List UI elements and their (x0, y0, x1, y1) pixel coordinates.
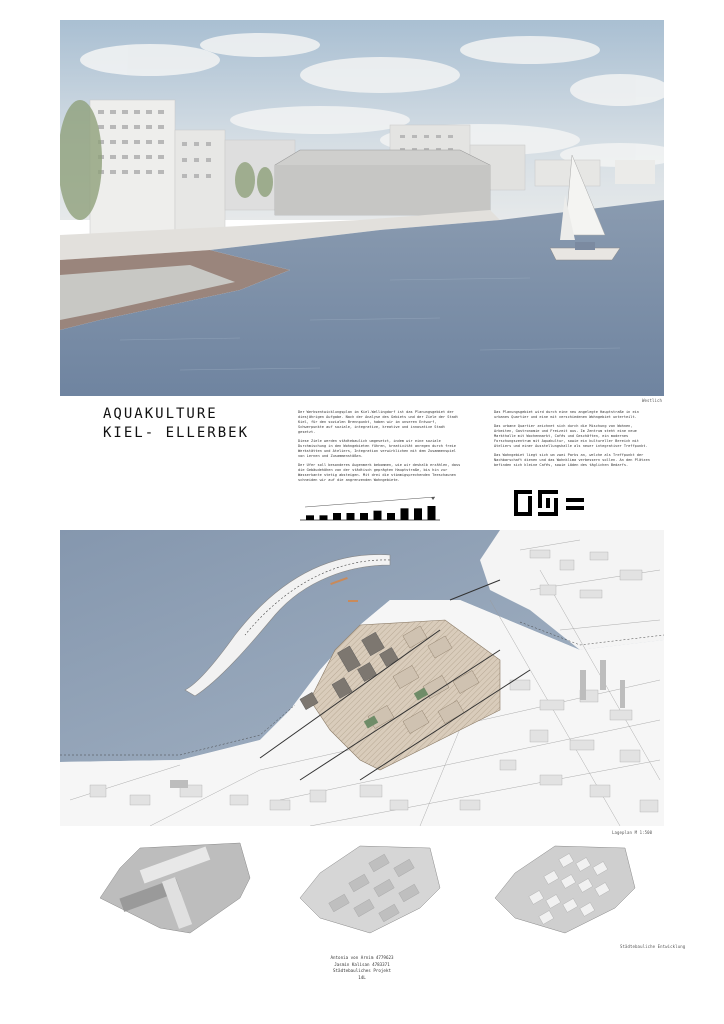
height-bar (428, 506, 436, 520)
title-line-2: KIEL- ELLERBEK (103, 425, 250, 441)
site-plan-map (60, 530, 664, 826)
height-bar (414, 508, 422, 520)
height-bar (306, 515, 314, 520)
concept-pictogram (512, 488, 602, 518)
credit-line: Städtebauliches Projekt (333, 968, 391, 973)
hero-caption: Westlich (642, 398, 663, 403)
site-plan-caption: Lageplan M 1:500 (612, 830, 653, 835)
height-bar (347, 513, 355, 520)
trend-arrow (431, 497, 435, 500)
height-trend-line (305, 497, 435, 507)
credit-line: Jasmin Kalisan 4783371 (334, 961, 390, 967)
height-bars (300, 495, 440, 521)
diagram-series (100, 838, 660, 938)
height-bar (401, 508, 409, 520)
paragraph: Das Wohngebiet liegt sich um zwei Parks an, welche als Treffpunkt der Nachbarschaft dienen und das Wohnklima verbessern sollen. An den Plätzen befinden sich kleine Cafés, sowie Läden des täglichen Bedarfs. (494, 453, 650, 467)
development-diagrams (100, 838, 660, 938)
page-title (103, 405, 283, 443)
hero-rendering (60, 20, 664, 396)
credits (312, 955, 412, 981)
height-bar (360, 513, 368, 520)
paragraph: Der Ufer soll besonderes Augenmerk bekommen, wie wir deshalb erzählen, dass die Gebäudehöhen von der städtisch geprägten Hauptstraße, bis hin zur Wasserkante stetig absteigen. Mit drei die stimmigsprechenden Teeschaunen schneiden wir auf die angrenzenden Wohngebiete. (298, 463, 461, 482)
diagram-1 (100, 843, 250, 933)
paragraph: Das urbane Quartier zeichnet sich durch die Mischung von Wohnen, Arbeiten, Gastronomie und Freizeit aus. Im Zentrum steht eine neue Markthalle mit Wochenmarkt, Cafés und Geschäften, ein modernes Forschungszentrum mit Aquakultur, sowie ein kultureller Bereich mit Ateliers und einer Ausstellungshalle als neuer integrativer Treffpunkt. (494, 424, 648, 448)
diagram-2 (300, 846, 440, 933)
diagram-3 (495, 846, 635, 933)
credit-line: 14L (358, 974, 366, 980)
title-line-1: AQUAKULTURE (103, 406, 218, 422)
paragraph: Das Planungsgebiet wird durch eine neu angelegte Hauptstraße in ein urbanes Quartier und eine mit verschiedenen Wohngebiet unterteilt. (494, 410, 639, 419)
text-column-right (494, 410, 654, 472)
waterfront-rendering (60, 20, 664, 396)
paragraph: Der Werksentwicklungsplan im Kiel-Wellingdorf ist das Planungsgebiet der diesjährigen Aufgabe. Nach der Analyse des Gebiets und der Ziele der Stadt Kiel, für den sozialen Brennpunkt, haben wir im unseren Entwurf, Schwerpunkte auf soziale, integrative, kreative und innovative Stadt gesetzt. (298, 410, 459, 434)
diagrams-caption: Städtebauliche Entwicklung (620, 944, 686, 949)
paragraph: Diese Ziele werden städtebaulich umgesetzt, indem wir eine soziale Durchmischung in den Wohngebieten führen, kreativität anregen durch freie Werkstätten und Ateliers, Integration verwirklichen mit dem Zusammenspiel von Lernen und Zusammenstößen. (298, 439, 456, 458)
height-diagram (300, 495, 440, 521)
site-plan (60, 530, 664, 826)
pictogram-graphic (512, 488, 602, 518)
height-bar (374, 511, 382, 520)
height-bar (387, 513, 395, 520)
credit-line: Antonia von Arnim 4779623 (330, 955, 394, 960)
height-bar (333, 513, 341, 520)
text-column-left (298, 410, 464, 487)
height-bar (320, 515, 328, 520)
